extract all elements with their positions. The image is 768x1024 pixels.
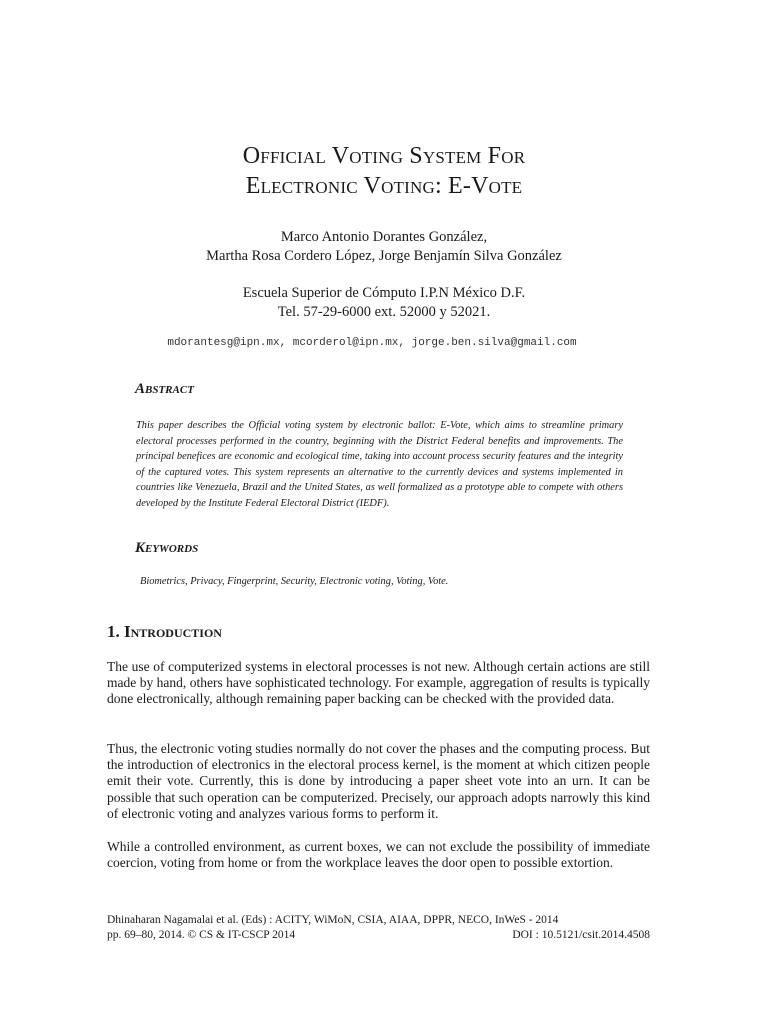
paper-title-line-2: Electronic Voting: E-Vote <box>245 173 523 199</box>
authors-line-1: Marco Antonio Dorantes González, <box>280 229 488 245</box>
footer-proceedings: Dhinaharan Nagamalai et al. (Eds) : ACITY, WiMoN, CSIA, AIAA, DPPR, NECO, InWeS - 2014 <box>107 914 559 926</box>
footer-citation <box>107 928 650 942</box>
footer-doi: DOI : 10.5121/csit.2014.4508 <box>512 929 650 941</box>
author-emails: mdorantesg@ipn.mx, mcorderol@ipn.mx, jorge.ben.silva@gmail.com <box>167 337 577 349</box>
affiliation-line-1: Escuela Superior de Cómputo I.P.N México D.F. <box>242 285 526 301</box>
keywords-heading: Keywords <box>135 540 199 556</box>
introduction-paragraph-2: Thus, the electronic voting studies normally do not cover the phases and the computing process. But the introduction of electronics in the electoral process kernel, is the moment at which citizen people emit their vote. Currently, this is done by introducing a paper sheet vote into an urn. It can be possible that such operation can be computerized. Precisely, our approach adopts narrowly this kind of electronic voting and analyzes various forms to perform it. <box>107 741 650 821</box>
introduction-paragraph-3: While a controlled environment, as current boxes, we can not exclude the possibility of immediate coercion, voting from home or from the workplace leaves the door open to possible extortion. <box>107 839 650 871</box>
authors-line-2: Martha Rosa Cordero López, Jorge Benjamín Silva González <box>206 248 562 264</box>
paper-title-line-1: Official Voting System For <box>242 143 526 169</box>
affiliation-line-2: Tel. 57-29-6000 ext. 52000 y 52021. <box>277 304 491 320</box>
keywords-text: Biometrics, Privacy, Fingerprint, Security, Electronic voting, Voting, Vote. <box>140 576 449 587</box>
footer-pages-copyright: pp. 69–80, 2014. © CS & IT-CSCP 2014 <box>107 929 296 941</box>
abstract-text: This paper describes the Official voting system by electronic ballot: E-Vote, which aims to streamline primary electoral processes performed in the country, beginning with the District Federal benefits and improvements. The principal benefices are economic and ecological time, taking into account process security features and the integrity of the captured votes. This system represents an alternative to the currently devices and systems implemented in countries like Venezuela, Brazil and the United States, as well formalized as a prototype able to compete with others developed by the Institute Federal Electoral District (IEDF). <box>136 420 623 509</box>
abstract-heading: Abstract <box>135 381 194 397</box>
introduction-paragraph-1: The use of computerized systems in electoral processes is not new. Although certain actions are still made by hand, others have sophisticated technology. For example, aggregation of results is typically done electronically, although remaining paper backing can be checked with the provided data. <box>107 659 650 707</box>
introduction-heading: 1. Introduction <box>107 622 222 641</box>
